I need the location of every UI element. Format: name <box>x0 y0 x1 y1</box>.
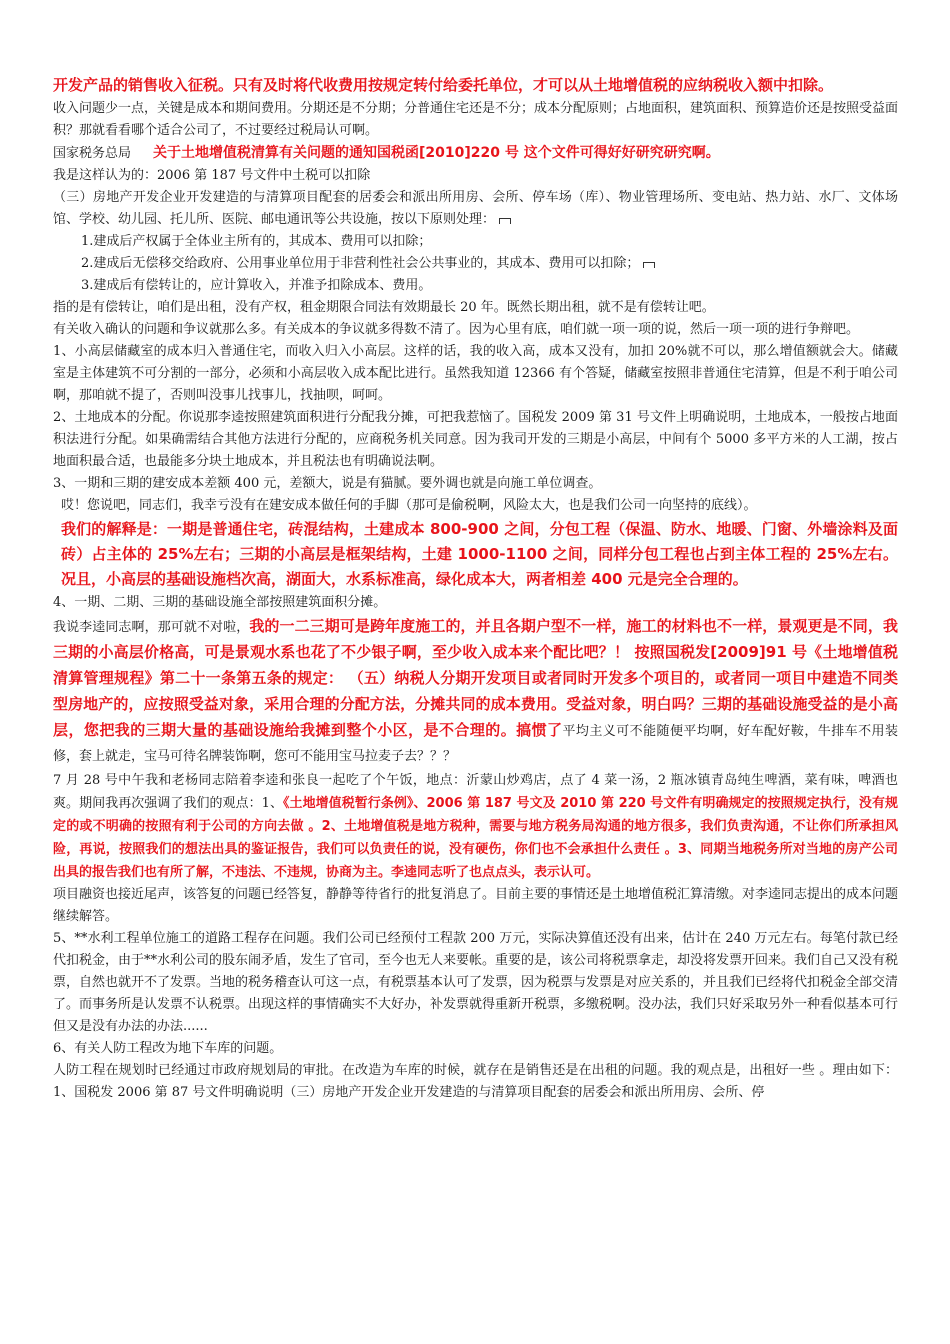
paragraph-item-5: 5、**水利工程单位施工的道路工程存在问题。我们公司已经预付工程款 200 万元，实际决算值还没有出来，估计在 240 万元左右。每笔付款已经代扣税金，由于**水利公司的股东闹矛盾，发生了官司，至今也无人来要帐。重要的是，该公司将税票拿走，却没将发票开回来。我们自己又没有税票，自然也就开不了发票。当地的税务稽查认可这一点，有税票基本认可了发票，因为税票与发票是对应关系的，并且我们已经将代扣税金全部交清了。而事务所是认发票不认税票。出现这样的事情确实不大好办，补发票就得重新开税票，多缴税啊。没办法，我们只好采取另外一种看似基本可行但又是没有办法的办法...... <box>53 931 899 1034</box>
paragraph-lease: 指的是有偿转让，咱们是出租，没有产权，租金期限合同法有效期最长 20 年。既然长期出租，就不是有偿转让吧。 <box>53 300 715 315</box>
paragraph-item-2: 2、土地成本的分配。你说那李逵按照建筑面积进行分配我分摊，可把我惹恼了。国税发 2009 第 31 号文件上明确说明，土地成本，一般按占地面积法进行分配。如果确需结合其他方法进行分配的，应商税务机关同意。因为我司开发的三期是小高层，中间有个 5000 多平方米的人工湖，按占地面积最合适，也最能多分块土地成本，并且税法也有明确说法啊。 <box>53 410 898 469</box>
paragraph-sigh: 哎！您说吧，同志们，我幸亏没有在建安成本做任何的手脚（那可是偷税啊，风险太大，也是我们公司一向坚持的底线）。 <box>61 498 757 513</box>
paragraph-public-facilities <box>53 187 898 231</box>
paragraph-disputes: 有关收入确认的问题和争议就那么多。有关成本的争议就多得数不清了。因为心里有底，咱们就一项一项的说，然后一项一项的进行争辩吧。 <box>53 322 860 337</box>
rule-item-1: 1.建成后产权属于全体业主所有的，其成本、费用可以扣除； <box>81 234 432 249</box>
paragraph-deduction-rule: 开发产品的销售收入征税。只有及时将代收费用按规定转付给委托单位，才可以从土地增值税的应纳税收入额中扣除。 <box>53 76 834 94</box>
paragraph-item-1: 1、小高层储藏室的成本归入普通住宅，而收入归入小高层。这样的话，我的收入高，成本又没有，加扣 20%就不可以，那么增值额就会大。储藏室是主体建筑不可分割的一部分，必须和小高层收入成本配比进行。虽然我知道 12366 有个答疑，储藏室按照非普通住宅清算，但是不利于咱公司啊，那咱就不提了，否则叫没事儿找事儿，找抽呗，呵呵。 <box>53 344 898 403</box>
paragraph-opinion: 我是这样认为的：2006 第 187 号文件中土税可以扣除 <box>53 168 371 183</box>
lunch-emphasis: 《土地增值税暂行条例》、2006 第 187 号文及 2010 第 220 号文件有明确规定的按照规定执行，没有规定的或不明确的按照有利于公司的方向去做 。2、土地增值税是地方税种，需要与地方税务局沟通的地方很多，我们负责沟通，不让你们所承担风险，再说，按照我们的想法出具的鉴证报告，我们可以负责任的说，没有硬伤，你们也不会承担什么责任 。3、同期当地税务所对当地的房产公司出具的报告我们也有所了解，不违法、不违规，协商为主。李逵同志听了也点点头，表示认可。 <box>53 796 898 880</box>
paragraph-notice <box>53 142 898 165</box>
public-facilities-text: （三）房地产开发企业开发建造的与清算项目配套的居委会和派出所用房、会所、停车场（库）、物业管理场所、变电站、热力站、水厂、文体场馆、学校、幼儿园、托儿所、医院、邮电通讯等公共设施，按以下原则处理： <box>53 190 898 227</box>
return-mark-icon <box>499 218 511 224</box>
return-mark-icon <box>643 262 655 268</box>
reply-emphasis: 我的一二三期可是跨年度施工的，并且各期户型不一样，施工的材料也不一样，景观更是不同，我三期的小高层价格高，可是景观水系也花了不少银子啊，至少收入成本来个配比吧？！ 按照国税发[2009]91 号《土地增值税清算管理规程》第二十一条第五条的规定： （五）纳税人分期开发项目或者同时开发多个项目的，或者同一项目中建造不同类型房地产的，应按照受益对象，采用合理的分配方法，分摊共同的成本费用。受益对象，明白吗？三期的基础设施受益的是小高层，您把我的三期大量的基础设施给我摊到整个小区，是不合理的。搞惯了 <box>53 617 898 739</box>
notice-title: 关于土地增值税清算有关问题的通知国税函[2010]220 号 这个文件可得好好研究研究啊。 <box>153 145 720 161</box>
reply-lead: 我说李逵同志啊，那可就不对啦， <box>53 620 250 635</box>
paragraph-item-3: 3、一期和三期的建安成本差额 400 元，差额大，说是有猫腻。要外调也就是向施工单位调查。 <box>53 476 602 491</box>
reply-tail: 平均主义可不能随便平均啊，好车配好鞍，牛排车不用装修，套上就走，宝马可待名牌装饰啊，您可不能用宝马拉麦子去？？？ <box>53 724 898 764</box>
paragraph-financing: 项目融资也接近尾声，该答复的问题已经答复，静静等待省行的批复消息了。目前主要的事情还是土地增值税汇算清缴。对李逵同志提出的成本问题继续解答。 <box>53 887 899 924</box>
lunch-lead: 7 月 28 号中午我和老杨同志陪着李逵和张良一起吃了个午饭，地点：沂蒙山炒鸡店，点了 4 菜一汤，2 瓶冰镇青岛纯生啤酒，菜有味，啤酒也爽。期间我再次强调了我们的观点：1、 <box>53 773 898 811</box>
paragraph-cost-allocation: 收入问题少一点，关键是成本和期间费用。分期还是不分期；分普通住宅还是不分；成本分配原则；占地面积，建筑面积、预算造价还是按照受益面积？那就看看哪个适合公司了，不过要经过税局认可啊。 <box>53 101 899 138</box>
paragraph-item-4: 4、一期、二期、三期的基础设施全部按照建筑面积分摊。 <box>53 595 387 610</box>
paragraph-civil-defense: 人防工程在规划时已经通过市政府规划局的审批。在改造为车库的时候，就存在是销售还是在出租的问题。我的观点是，出租好一些 。理由如下：1、国税发 2006 第 87 号文件明确说明（三）房地产开发企业开发建造的与清算项目配套的居委会和派出所用房、会所、停 <box>53 1063 898 1100</box>
paragraph-reply <box>53 614 898 769</box>
paragraph-lunch <box>53 769 898 884</box>
paragraph-item-6: 6、有关人防工程改为地下车库的问题。 <box>53 1041 283 1056</box>
issuer-name: 国家税务总局 <box>53 146 132 161</box>
document-page <box>53 73 898 1104</box>
rule-item-3: 3.建成后有偿转让的，应计算收入，并准予扣除成本、费用。 <box>81 278 432 293</box>
rule-item-2 <box>53 253 898 275</box>
paragraph-explanation: 我们的解释是：一期是普通住宅，砖混结构，土建成本 800-900 之间，分包工程（保温、防水、地暖、门窗、外墙涂料及面砖）占主体的 25%左右；三期的小高层是框架结构，土建 1000-1100 之间，同样分包工程也占到主体工程的 25%左右。况且，小高层的基础设施档次高，湖面大，水系标准高，绿化成本大，两者相差 400 元是完全合理的。 <box>61 520 898 588</box>
rule-item-2-text: 2.建成后无偿移交给政府、公用事业单位用于非营利性社会公共事业的，其成本、费用可以扣除； <box>81 256 640 271</box>
